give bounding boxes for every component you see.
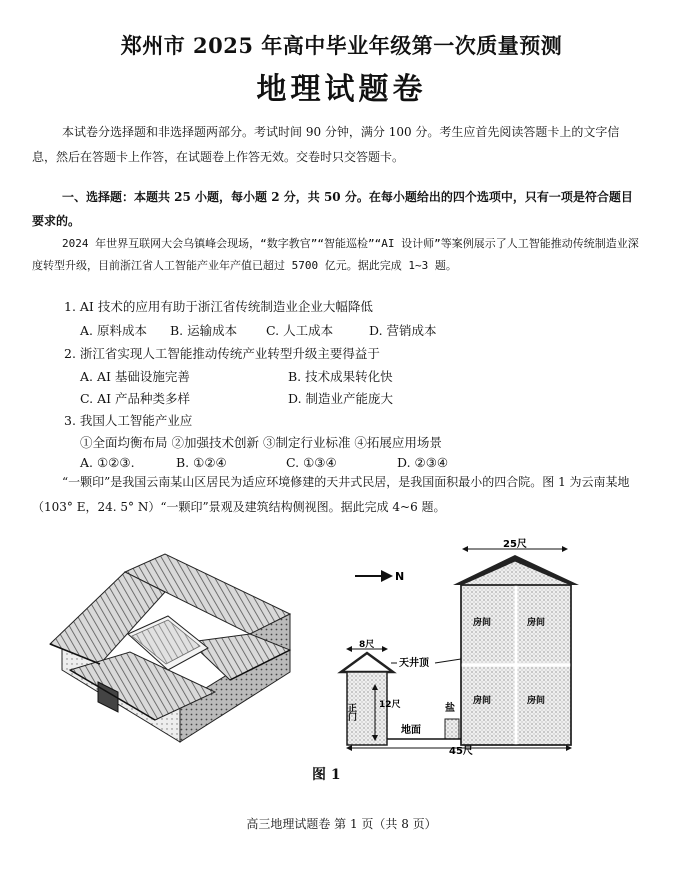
material-1: 2024 年世界互联网大会乌镇峰会现场，“数字教官”“智能巡检”“AI 设计师”等案例展示了人工智能推动传统制造业深度转型升级，目前浙江省人工智能产业年产值已超过 5700 亿元。据此完成 1~3 题。 <box>32 237 639 272</box>
q2-option-c: C. AI 产品种类多样 <box>80 391 191 406</box>
q3-statements: ①全面均衡布局 ②加强技术创新 ③制定行业标准 ④拓展应用场景 <box>80 435 442 450</box>
salt-label: 盐 <box>445 703 455 714</box>
q2-option-b: B. 技术成果转化快 <box>288 369 393 384</box>
question-2-stem: 2. 浙江省实现人工智能推动传统产业转型升级主要得益于 <box>64 346 380 361</box>
yikeyin-courtyard-illustration <box>40 552 310 752</box>
paper-subject-title: 地理试题卷 <box>256 72 427 107</box>
section-heading: 一、选择题：本题共 25 小题，每小题 2 分，共 50 分。在每小题给出的四个选项中，只有一项是符合题目要求的。 <box>32 190 633 228</box>
gate-label: 正门 <box>346 703 356 721</box>
exam-title: 郑州市 2025 年高中毕业年级第一次质量预测 <box>120 33 563 58</box>
room-label: 房间 <box>527 618 546 628</box>
north-label: N <box>395 570 405 583</box>
room-label: 房间 <box>527 696 546 706</box>
q1-option-d: D. 营销成本 <box>369 323 437 338</box>
q3-option-d: D. ②③④ <box>397 455 449 470</box>
material-2: “一颗印”是我国云南某山区居民为适应环境修建的天井式民居，是我国面积最小的四合院。图 1 为云南某地（103° E，24. 5° N）“一颗印”景观及建筑结构侧视图。据此完成 4~6 题。 <box>32 475 630 514</box>
dimension-8: 8尺 <box>359 640 375 650</box>
dimension-12: 12尺 <box>379 700 401 710</box>
page-footer: 高三地理试题卷 第 1 页（共 8 页） <box>246 817 437 831</box>
tianjing-label: 天井顶 <box>399 658 429 669</box>
question-3-stem: 3. 我国人工智能产业应 <box>64 413 193 428</box>
q3-option-b: B. ①②④ <box>176 455 227 470</box>
q2-option-a: A. AI 基础设施完善 <box>80 369 190 384</box>
structure-side-view-diagram <box>335 535 585 755</box>
dimension-25: 25尺 <box>503 539 527 550</box>
q1-option-a: A. 原料成本 <box>80 323 147 338</box>
dimension-45: 45尺 <box>449 746 473 755</box>
q1-option-b: B. 运输成本 <box>170 323 238 338</box>
q2-option-d: D. 制造业产能庞大 <box>288 391 394 406</box>
q3-option-c: C. ①③④ <box>286 455 337 470</box>
q1-option-c: C. 人工成本 <box>266 323 334 338</box>
room-label: 房间 <box>473 696 492 706</box>
room-label: 房间 <box>473 618 492 628</box>
ground-label: 地面 <box>401 725 421 736</box>
question-1-stem: 1. AI 技术的应用有助于浙江省传统制造业企业大幅降低 <box>64 299 373 314</box>
exam-instructions: 本试卷分选择题和非选择题两部分。考试时间 90 分钟，满分 100 分。考生应首先阅读答题卡上的文字信息，然后在答题卡上作答，在试题卷上作答无效。交卷时只交答题卡。 <box>32 125 620 164</box>
figure-caption: 图 1 <box>312 767 341 783</box>
q3-option-a: A. ①②③. <box>80 455 135 470</box>
